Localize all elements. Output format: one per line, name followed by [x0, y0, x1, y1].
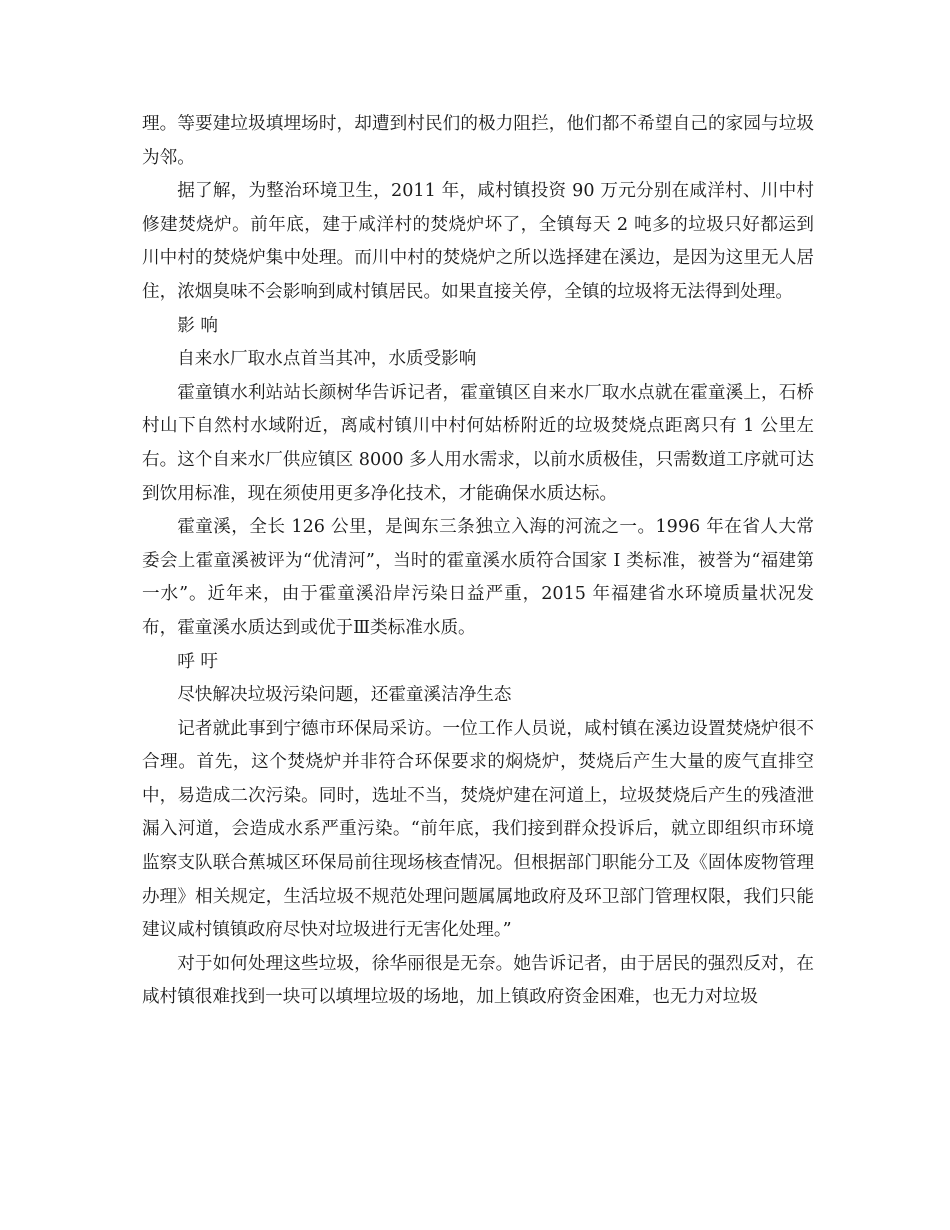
paragraph-huotong-river: 霍童溪，全长 126 公里，是闽东三条独立入海的河流之一。1996 年在省人大常委会上霍童溪被评为“优清河”，当时的霍童溪水质符合国家 I 类标准，被誉为“福建第一水”。近年来，由于霍童溪沿岸污染日益严重，2015 年福建省水环境质量状况发布，霍童溪水质达到或优于Ⅲ类标准水质。	[142, 517, 814, 638]
section-subheading-impact: 自来水厂取水点首当其冲，水质受影响	[177, 349, 477, 370]
paragraph-xu-huali: 对于如何处理这些垃圾，徐华丽很是无奈。她告诉记者，由于居民的强烈反对，在咸村镇很难找到一块可以填埋垃圾的场地，加上镇政府资金困难，也无力对垃圾	[142, 953, 814, 1008]
paragraph-incinerator-background: 据了解，为整治环境卫生，2011 年，咸村镇投资 90 万元分别在咸洋村、川中村修建焚烧炉。前年底，建于咸洋村的焚烧炉坏了，全镇每天 2 吨多的垃圾只好都运到川中村的焚烧炉集中处理。而川中村的焚烧炉之所以选择建在溪边，是因为这里无人居住，浓烟臭味不会影响到咸村镇居民。如果直接关停，全镇的垃圾将无法得到处理。	[142, 181, 814, 302]
paragraph-environment-bureau: 记者就此事到宁德市环保局采访。一位工作人员说，咸村镇在溪边设置焚烧炉很不合理。首先，这个焚烧炉并非符合环保要求的焖烧炉，焚烧后产生大量的废气直排空中，易造成二次污染。同时，选址不当，焚烧炉建在河道上，垃圾焚烧后产生的残渣泄漏入河道，会造成水系严重污染。“前年底，我们接到群众投诉后，就立即组织市环境监察支队联合蕉城区环保局前往现场核查情况。但根据部门职能分工及《固体废物管理办理》相关规定，生活垃圾不规范处理问题属属地政府及环卫部门管理权限，我们只能建议咸村镇镇政府尽快对垃圾进行无害化处理。”	[142, 718, 814, 941]
section-heading-appeal: 呼 吁	[177, 651, 218, 672]
section-heading-impact: 影 响	[177, 315, 218, 336]
paragraph-water-intake: 霍童镇水利站站长颜树华告诉记者，霍童镇区自来水厂取水点就在霍童溪上，石桥村山下自然村水域附近，离咸村镇川中村何姑桥附近的垃圾焚烧点距离只有 1 公里左右。这个自来水厂供应镇区 8000 多人用水需求，以前水质极佳，只需数道工序就可达到饮用标准，现在须使用更多净化技术，才能确保水质达标。	[142, 382, 814, 504]
paragraph-continuation: 理。等要建垃圾填埋场时，却遭到村民们的极力阻拦，他们都不希望自己的家园与垃圾为邻。	[142, 114, 814, 168]
document-body	[142, 108, 814, 1015]
section-subheading-appeal: 尽快解决垃圾污染问题，还霍童溪洁净生态	[177, 685, 512, 706]
